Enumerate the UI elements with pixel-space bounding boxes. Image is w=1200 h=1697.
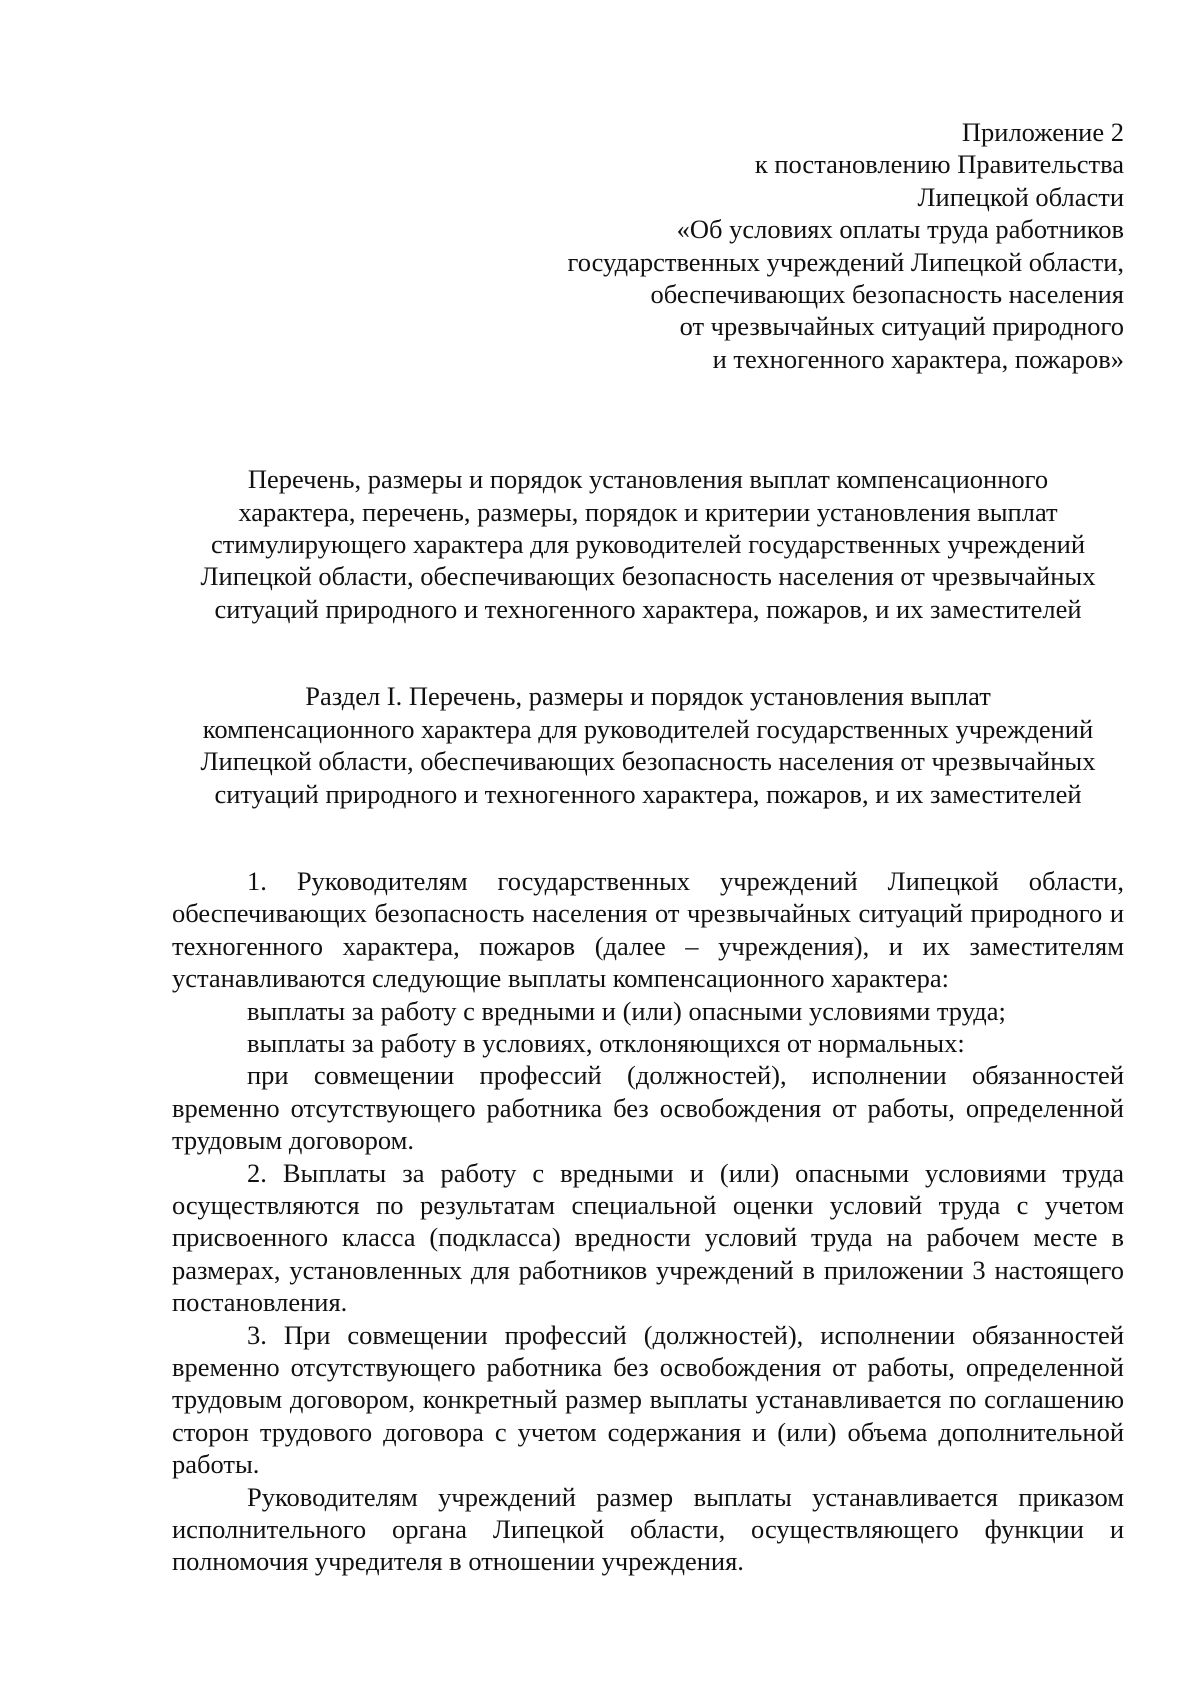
paragraph: Руководителям учреждений размер выплаты устанавливается приказом исполнительного органа Липецкой области, осуществляющего функции и полномочия учредителя в отношении учреждения. xyxy=(172,1481,1124,1577)
paragraph: при совмещении профессий (должностей), исполнении обязанностей временно отсутствующего работника без освобождения от работы, определенной трудовым договором. xyxy=(172,1060,1124,1156)
section-heading xyxy=(172,680,1124,810)
paragraph: 2. Выплаты за работу с вредными и (или) опасными условиями труда осуществляются по результатам специальной оценки условий труда с учетом присвоенного класса (подкласса) вредности условий труда на рабочем месте в размерах, установленных для работников учреждений в приложении 3 настоящего постановления. xyxy=(172,1157,1124,1318)
document-content xyxy=(172,116,1124,1578)
paragraph: 1. Руководителям государственных учреждений Липецкой области, обеспечивающих безопасность населения от чрезвычайных ситуаций природного и техногенного характера, пожаров (далее – учреждения), и их заместителям устанавливаются следующие выплаты компенсационного характера: xyxy=(172,865,1124,994)
appendix-line: к постановлению Правительства xyxy=(754,149,1124,180)
section-heading-line: Липецкой области, обеспечивающих безопасность населения от чрезвычайных xyxy=(200,746,1096,777)
title-line: Перечень, размеры и порядок установления выплат компенсационного xyxy=(247,464,1049,495)
appendix-line: от чрезвычайных ситуаций природного xyxy=(679,311,1124,342)
appendix-line: государственных учреждений Липецкой области, xyxy=(567,246,1124,277)
appendix-line: и техногенного характера, пожаров» xyxy=(712,343,1124,374)
paragraph: выплаты за работу в условиях, отклоняющихся от нормальных: xyxy=(247,1027,965,1058)
title-line: характера, перечень, размеры, порядок и критерии установления выплат xyxy=(238,496,1058,527)
document-title xyxy=(172,463,1124,625)
section-heading-line: Раздел I. Перечень, размеры и порядок установления выплат xyxy=(305,681,991,712)
title-line: ситуаций природного и техногенного характера, пожаров, и их заместителей xyxy=(214,593,1082,624)
document-body xyxy=(172,865,1124,1578)
paragraph: выплаты за работу с вредными и (или) опасными условиями труда; xyxy=(247,995,1006,1026)
section-heading-line: компенсационного характера для руководителей государственных учреждений xyxy=(202,713,1094,744)
appendix-reference xyxy=(172,116,1124,375)
section-heading-line: ситуаций природного и техногенного характера, пожаров, и их заместителей xyxy=(214,778,1082,809)
title-line: стимулирующего характера для руководителей государственных учреждений xyxy=(210,529,1086,560)
appendix-line: «Об условиях оплаты труда работников xyxy=(676,214,1124,245)
appendix-line: Липецкой области xyxy=(917,181,1124,212)
appendix-line: Приложение 2 xyxy=(961,117,1124,147)
appendix-line: обеспечивающих безопасность населения xyxy=(650,279,1124,310)
paragraph: 3. При совмещении профессий (должностей), исполнении обязанностей временно отсутствующего работника без освобождения от работы, определенной трудовым договором, конкретный размер выплаты устанавливается по соглашению сторон трудового договора с учетом содержания и (или) объема дополнительной работы. xyxy=(172,1319,1124,1480)
title-line: Липецкой области, обеспечивающих безопасность населения от чрезвычайных xyxy=(200,561,1096,592)
